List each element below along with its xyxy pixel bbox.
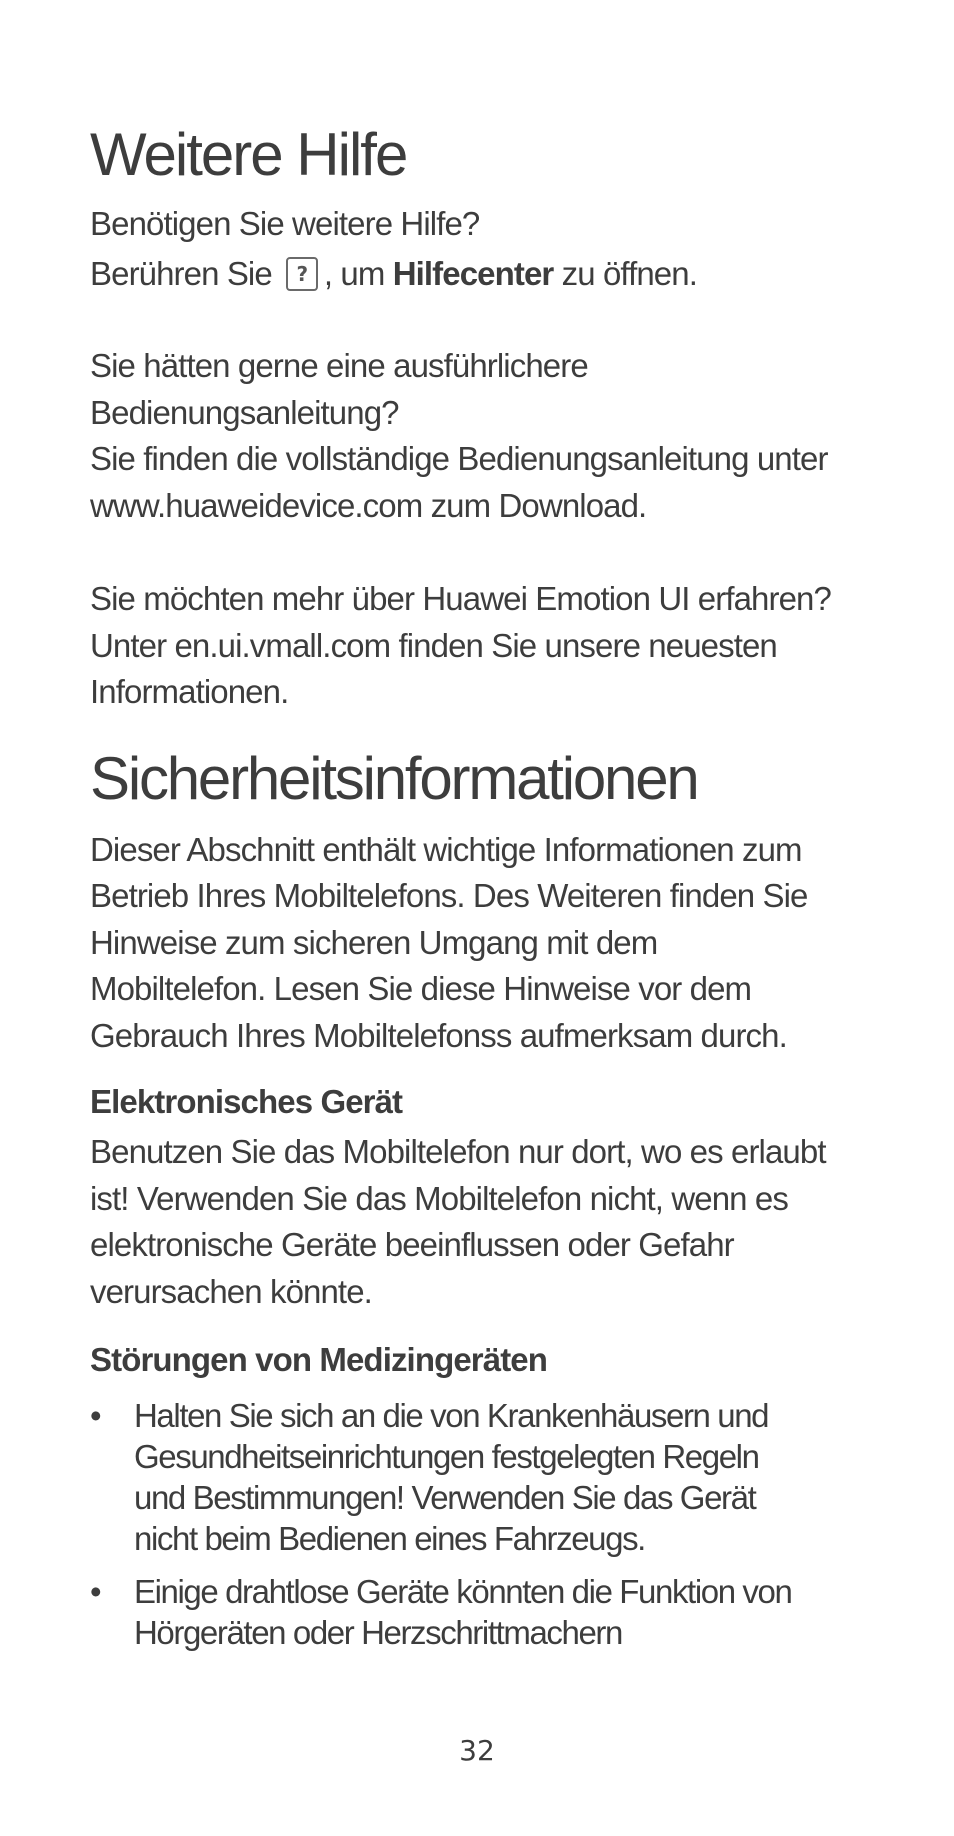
safety-intro <box>90 827 880 1060</box>
bullet-line: Halten Sie sich an die von Krankenhäusern und <box>134 1397 769 1434</box>
help-touch-middle: , um <box>323 255 393 292</box>
help-question-icon <box>286 257 318 291</box>
bullet-line: Einige drahtlose Geräte könnten die Funktion von <box>134 1573 792 1610</box>
bullet-line: Gesundheitseinrichtungen festgelegten Regeln <box>134 1438 759 1475</box>
help-touch-line <box>90 252 880 296</box>
emotion-ui-paragraph <box>90 576 880 716</box>
manual-line: Sie hätten gerne eine ausführlichere <box>90 347 588 384</box>
manual-line: www.huaweidevice.com zum Download. <box>90 486 647 524</box>
section-title-safety: Sicherheitsinformationen <box>90 744 698 812</box>
electronic-device-paragraph <box>90 1129 880 1315</box>
document-page <box>90 120 880 1665</box>
help-touch-suffix: zu öffnen. <box>553 255 697 292</box>
list-item <box>90 1395 880 1559</box>
electronic-line: verursachen könnte. <box>90 1272 372 1310</box>
list-item <box>90 1571 880 1653</box>
manual-paragraph <box>90 343 880 529</box>
electronic-line: elektronische Geräte beeinflussen oder Gefahr <box>90 1226 734 1263</box>
help-touch-prefix: Berühren Sie <box>90 255 272 292</box>
intro-line: Dieser Abschnitt enthält wichtige Informationen zum <box>90 830 802 868</box>
section-title-help: Weitere Hilfe <box>90 121 407 188</box>
manual-line: Sie finden die vollständige Bedienungsanleitung unter <box>90 440 828 477</box>
emotion-line: Sie möchten mehr über Huawei Emotion UI erfahren? <box>90 580 831 617</box>
bullet-icon: • <box>90 1573 101 1610</box>
bullet-line: Hörgeräten oder Herzschrittmachern <box>134 1614 622 1651</box>
emotion-line: Unter en.ui.vmall.com finden Sie unsere neuesten <box>90 626 777 664</box>
bullet-line: nicht beim Bedienen eines Fahrzeugs. <box>134 1520 645 1557</box>
intro-line: Gebrauch Ihres Mobiltelefonss aufmerksam durch. <box>90 1016 787 1054</box>
electronic-line: Benutzen Sie das Mobiltelefon nur dort, wo es erlaubt <box>90 1133 826 1170</box>
page-number: 32 <box>459 1734 495 1767</box>
intro-line: Hinweise zum sicheren Umgang mit dem <box>90 923 658 961</box>
intro-line: Betrieb Ihres Mobiltelefons. Des Weiteren finden Sie <box>90 877 808 914</box>
help-question: Benötigen Sie weitere Hilfe? <box>90 205 480 242</box>
manual-line: Bedienungsanleitung? <box>90 393 399 431</box>
bullet-line: und Bestimmungen! Verwenden Sie das Gerät <box>134 1479 756 1516</box>
help-center-label: Hilfecenter <box>392 255 554 292</box>
heading-electronic-device: Elektronisches Gerät <box>90 1083 403 1120</box>
intro-line: Mobiltelefon. Lesen Sie diese Hinweise vor dem <box>90 970 752 1007</box>
electronic-line: ist! Verwenden Sie das Mobiltelefon nicht, wenn es <box>90 1179 788 1217</box>
heading-medical-interference: Störungen von Medizingeräten <box>90 1341 547 1378</box>
medical-bullet-list <box>90 1395 880 1653</box>
emotion-line: Informationen. <box>90 673 289 710</box>
bullet-icon: • <box>90 1397 101 1434</box>
